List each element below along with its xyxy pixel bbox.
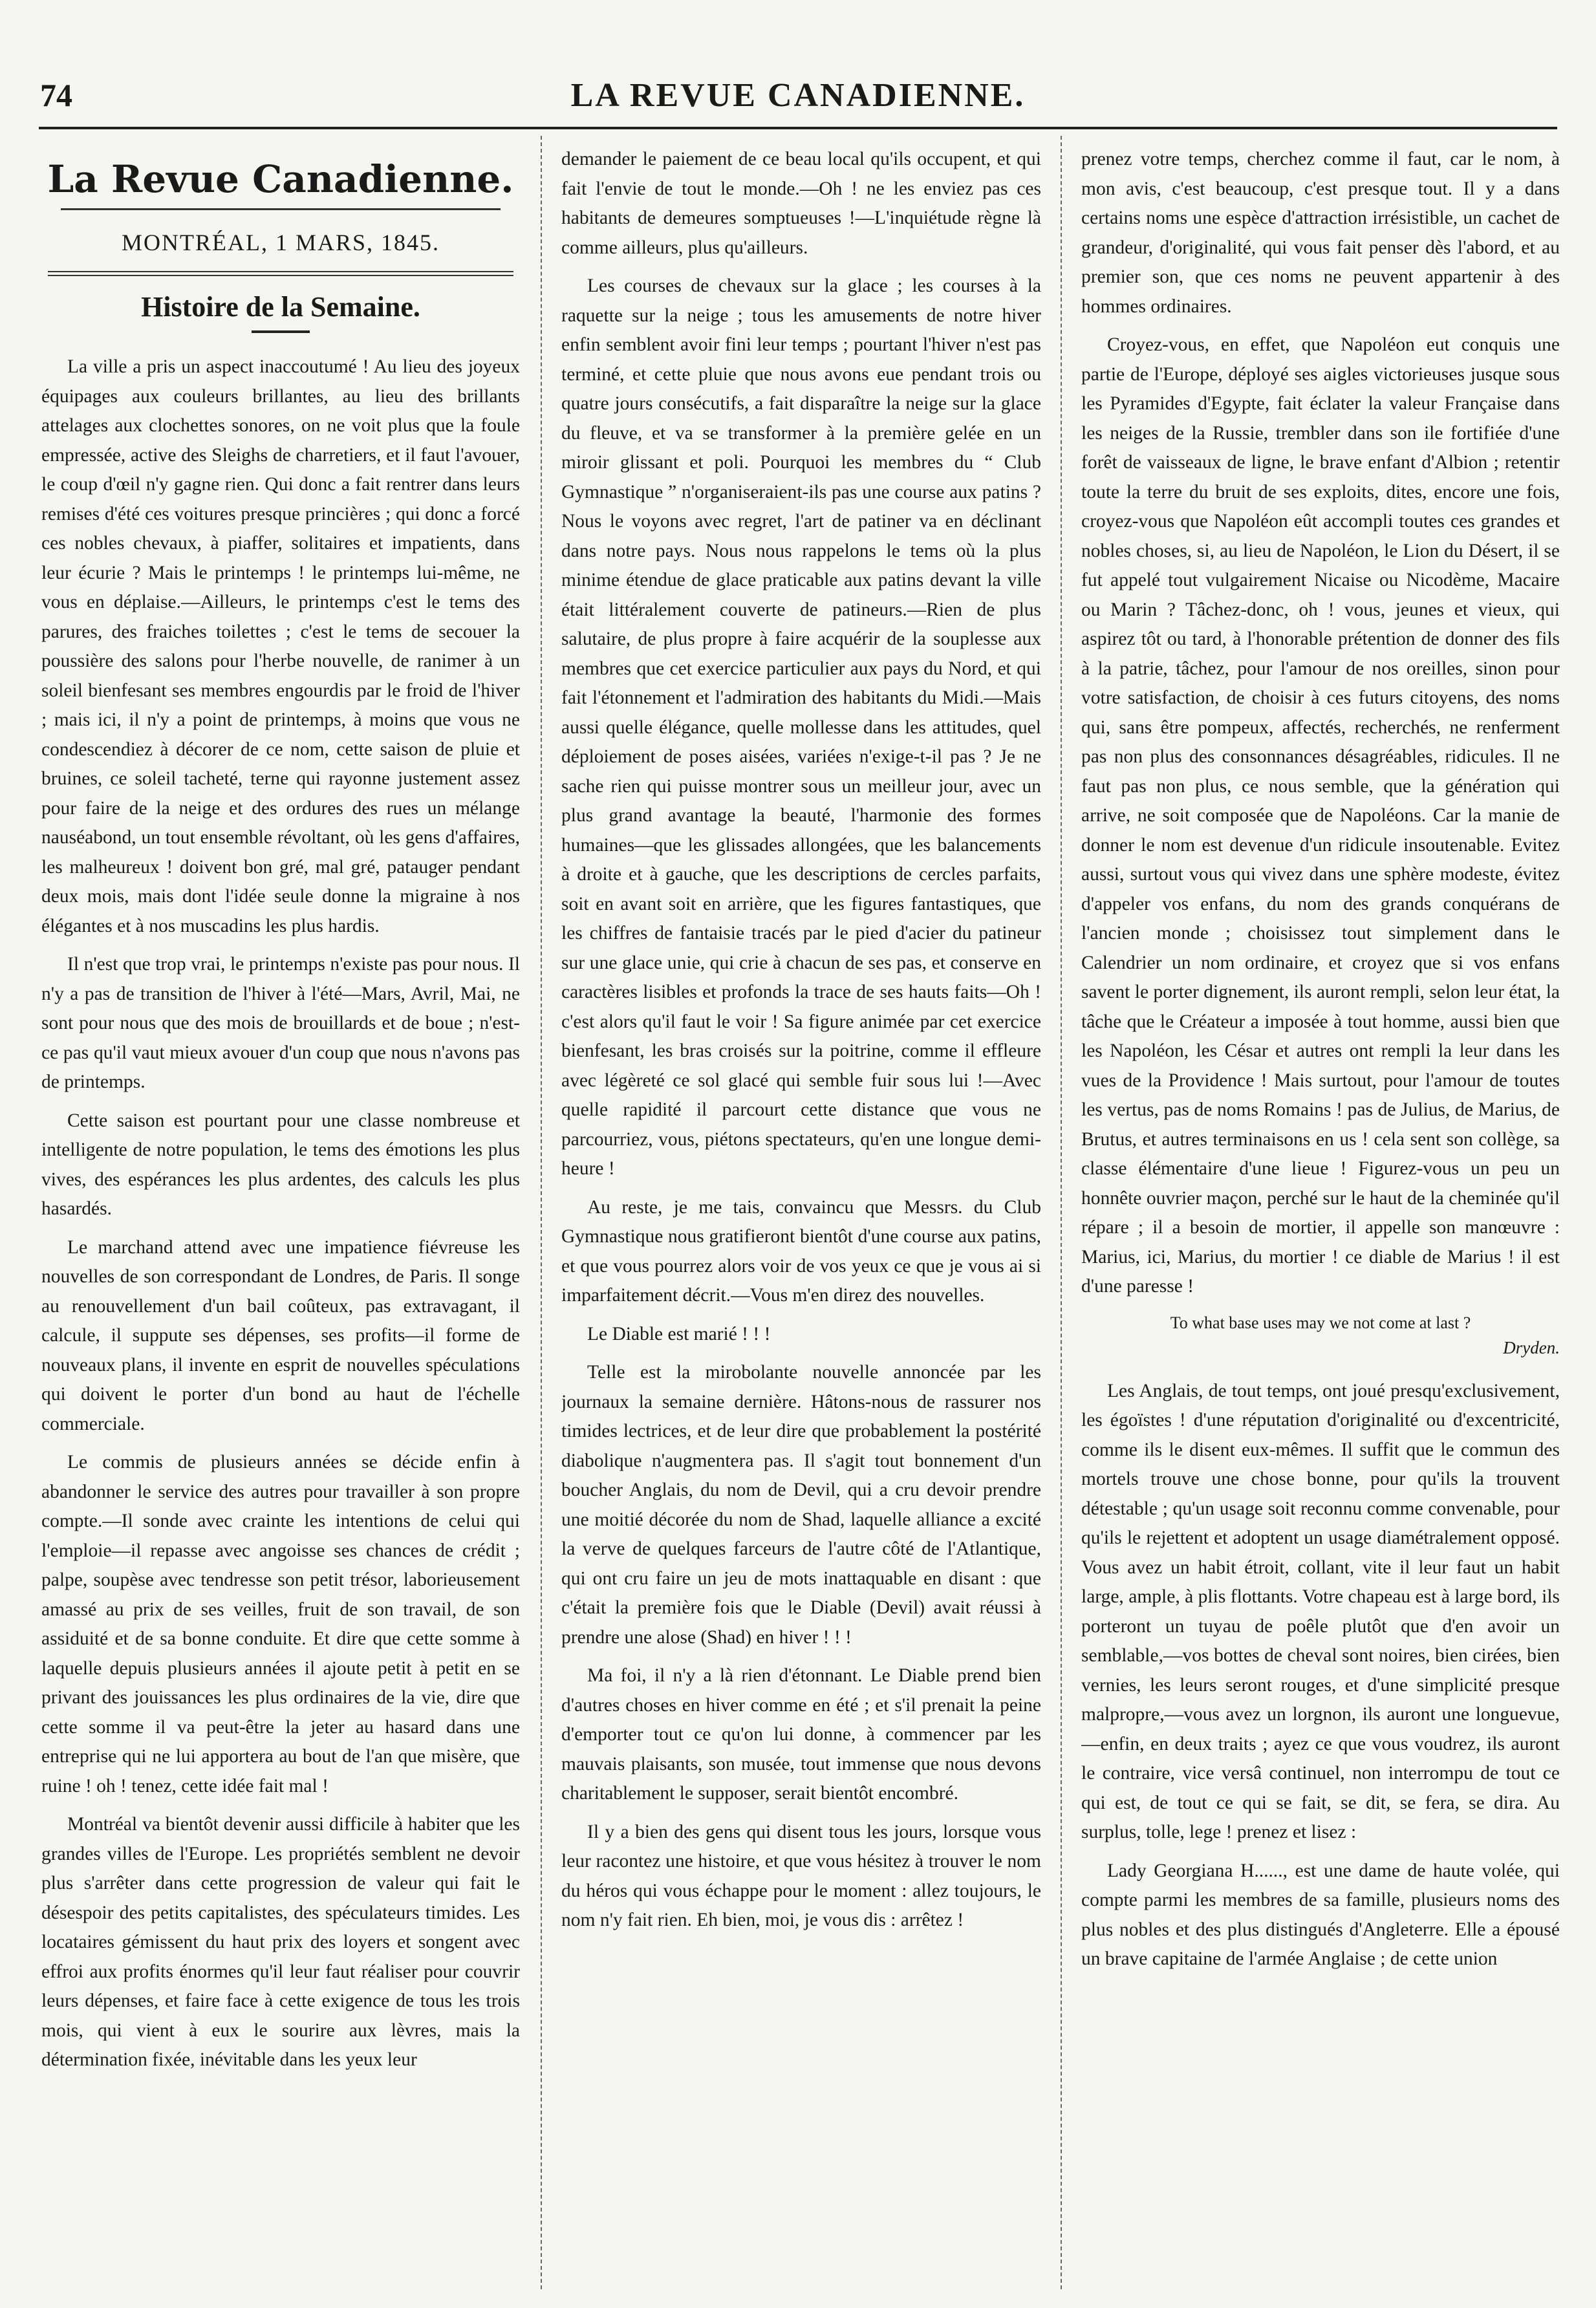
paragraph: demander le paiement de ce beau local qu'ils occupent, et qui fait l'envie de tout le monde.—Oh ! ne les enviez pas ces habitants de demeures somptueuses !—L'inquiétude règne là comme ailleurs, plus qu'ailleurs. (561, 149, 1041, 258)
paragraph: Lady Georgiana H......, est une dame de haute volée, qui compte parmi les membres de sa famille, plusieurs noms des plus nobles et des plus distingués d'Angleterre. Elle a épousé un brave capitaine de l'armée Anglaise ; de cette union (1081, 1860, 1560, 1969)
paragraph: Cette saison est pourtant pour une classe nombreuse et intelligente de notre population, le tems des émotions les plus vives, des espérances les plus ardentes, des calculs les plus hasardés. (41, 1110, 520, 1219)
paragraph: Croyez-vous, en effet, que Napoléon eut conquis une partie de l'Europe, déployé ses aigles victorieuses jusque sous les Pyramides d'Egypte, fait éclater la valeur Française dans les neiges de la Russie, trembler dans son ile fortifiée d'une forêt de vaisseaux de ligne, le brave enfant d'Albion ; retentir toute la terre du bruit de ses exploits, dites, encore une fois, croyez-vous que Napoléon eût accompli toutes ces grandes et nobles choses, si, au lieu de Napoléon, le Lion du Désert, il se fut appelé tout vulgairement Nicaise ou Nicodème, Macaire ou Marin ? Tâchez-donc, oh ! vous, jeunes et vieux, qui aspirez tôt ou tard, à l'honorable prétention de donner des fils à la patrie, tâchez, pour l'amour de nos oreilles, sinon pour votre satisfaction, de choisir à ces futurs citoyens, des noms qui, sans être pompeux, affectés, recherchés, ne renferment pas non plus des consonnances désagréables, ridicules. Il ne faut pas non plus, ce nous semble, que la génération qui arrive, ne soit composée que de Napoléons. Car la manie de donner le nom est devenue d'un ridicule insoutenable. Evitez aussi, surtout vous qui vivez dans une sphère modeste, évitez d'appeler vos enfans, du nom des grands conquérans de l'ancien monde ; choisissez tout simplement dans le Calendrier un nom ordinaire, et croyez que si vos enfans savent le porter dignement, ils auront rempli, selon leur état, la tâche que le Créateur a imposée à tout homme, aussi bien que les Napoléon, les César et autres ont rempli la leur dans les vues de la Providence ! Mais surtout, pour l'amour de toutes les vertus, pas de noms Romains ! pas de Julius, de Marius, de Brutus, et autres terminaisons en us ! cela sent son collège, sa classe élémentaire d'une lieue ! Figurez-vous un peu un honnête ouvrier maçon, perché sur le haut de la cheminée qu'il répare ; il a besoin de mortier, il appelle son manœuvre : Marius, ici, Marius, du mortier ! ce diable de Marius ! il est d'une paresse ! (1081, 334, 1560, 1297)
section-title: Histoire de la Semaine. (141, 291, 420, 323)
epigraph-quote: To what base uses may we not come at last ? (1170, 1313, 1471, 1332)
paragraph: Le commis de plusieurs années se décide enfin à abandonner le service des autres pour travailler à son propre compte.—Il sonde avec crainte les intentions de celui qui l'emploie—il repasse avec angoisse ses chances de crédit ; palpe, soupèse avec tendresse son petit trésor, laborieusement amassé au prix de ses veilles, fruit de son travail, de son assiduité et de sa bonne conduite. Et dire que cette somme à laquelle depuis plusieurs années il ajoute petit à petit en se privant des jouissances les plus ordinaires de la vie, dire que cette somme il va peut-être la jeter au hasard dans une entreprise qui ne lui apportera au bout de l'an que misère, que ruine ! oh ! tenez, cette idée fait mal ! (41, 1452, 520, 1796)
paragraph: Les Anglais, de tout temps, ont joué presqu'exclusivement, les égoïstes ! d'une réputation d'originalité ou d'excentricité, comme ils le disent eux-mêmes. Il suffit que le commun des mortels trouve une chose bonne, pour qu'ils la trouvent détestable ; qu'un usage soit reconnu comme convenable, pour qu'ils le rejettent et adoptent un usage diamétralement opposé. Vous avez un habit étroit, collant, vite il leur faut un habit large, ample, à plis flottants. Votre chapeau est à large bord, ils porteront un tuyau de poêle plutôt que d'en avoir un semblable,—vos bottes de cheval sont noires, bien cirées, bien vernies, les leurs seront rouges, et d'une simplicité presque malpropre,—vous avez un lorgnon, ils auront une longuevue,—enfin, en deux traits ; ayez ce que vous voudrez, ils auront le contraire, vice versâ continuel, non interrompu de tout ce qui est, de tout ce qui se fait, se dit, se fera, se dira. Au surplus, tolle, lege ! prenez et lisez : (1081, 1380, 1560, 1842)
column-3 (1081, 145, 1560, 2285)
column-2 (561, 145, 1041, 2285)
masthead-title: La Revue Canadienne. (47, 157, 514, 201)
paragraph: Au reste, je me tais, convaincu que Messrs. du Club Gymnastique nous gratifieront bientôt d'une course aux patins, et que vous pourrez alors voir de vos yeux ce que je vous ai si imparfaitement décrit.—Vous m'en direz des nouvelles. (561, 1196, 1041, 1306)
dateline-rule (48, 271, 513, 276)
column-rule-1 (541, 136, 542, 2289)
paragraph: Les courses de chevaux sur la glace ; les courses à la raquette sur la neige ; tous les amusements de notre hiver enfin semblent avoir fini leur temps ; pourtant l'hiver n'est pas terminé, et cette pluie que nous avons eue pendant trois ou quatre jours consécutifs, a fait disparaître la neige sur la glace du fleuve, et va se transformer à la première gelée en un miroir glissant et poli. Pourquoi les membres du “ Club Gymnastique ” n'organiseraient-ils pas une course aux patins ? Nous le voyons avec regret, l'art de patiner va en déclinant dans notre pays. Nous nous rappelons le tems où la plus minime étendue de glace praticable aux patins devant la ville était littéralement couverte de patineurs.—Rien de plus salutaire, de plus propre à faire acquérir de la souplesse aux membres que cet exercice particulier aux pays du Nord, et qui fait l'étonnement et l'admiration des habitants du Midi.—Mais aussi quelle élégance, quelle mollesse dans les attitudes, quel déploiement de poses aisées, variées n'exige-t-il pas ? Je ne sache rien qui puisse montrer sous un meilleur jour, avec un plus grand avantage la beauté, l'harmonie des formes humaines—que les glissades allongées, que les balancements à droite et à gauche, que les descriptions de cercles parfaits, soit en avant soit en arrière, que les figures fantastiques, que les chiffres de fantaisie tracés par le pied d'acier du patineur sur une glace unie, qui crie à chacun de ses pas, et conserve en caractères lisibles et profonds la trace de ses hauts faits—Oh ! c'est alors qu'il faut le voir ! Sa figure animée par cet exercice bienfesant, les bras croisés sur la poitrine, comme il effleure avec légèreté ce sol glacé qui semble fuir sous lui !—Avec quelle rapidité il parcourt cette distance que vous ne parcourriez, vous, piétons spectateurs, qu'en une longue demi-heure ! (561, 275, 1041, 1179)
paragraph: Il y a bien des gens qui disent tous les jours, lorsque vous leur racontez une histoire, et que vous hésitez à trouver le nom du héros qui vous échappe pour le moment : allez toujours, le nom n'y fait rien. Eh bien, moi, je vous dis : arrêtez ! (561, 1821, 1041, 1930)
column-1 (41, 145, 520, 2285)
page-number: 74 (40, 77, 72, 113)
masthead-rule (61, 208, 501, 210)
paragraph: Le marchand attend avec une impatience fiévreuse les nouvelles de son correspondant de Londres, de Paris. Il songe au renouvellement d'un bail coûteux, pas extravagant, il calcule, il suppute ses dépenses, ses profits—il forme de nouveaux plans, il invente en esprit de nouvelles spéculations qui doivent le porter d'un bond au haut de l'échelle commerciale. (41, 1236, 520, 1434)
epigraph-attribution: Dryden. (1503, 1337, 1560, 1357)
paragraph: Montréal va bientôt devenir aussi difficile à habiter que les grandes villes de l'Europe. Les propriétés semblent ne devoir plus s'arrêter dans cette progression de valeur qui fait le désespoir des petits capitalistes, des spéculateurs timides. Les locataires gémissent du haut prix des loyers et songent avec effroi aux profits énormes qu'il leur faut réaliser pour couvrir leurs dépenses, et faire face à cette exigence de tous les trois mois, qui vient à eux le sourire aux lèvres, mais la détermination fixée, inévitable dans les yeux leur (41, 1814, 520, 2070)
column-rule-2 (1061, 136, 1062, 2289)
paragraph: Il n'est que trop vrai, le printemps n'existe pas pour nous. Il n'y a pas de transition de l'hiver à l'été—Mars, Avril, Mai, ne sont pour nous que des mois de brouillards et de boue ; n'est-ce pas qu'il vaut mieux avouer d'un coup que nous n'avons pas de printemps. (41, 954, 520, 1092)
paragraph: Le Diable est marié ! ! ! (587, 1323, 771, 1344)
paragraph: La ville a pris un aspect inaccoutumé ! Au lieu des joyeux équipages aux couleurs brillantes, au lieu des brillants attelages aux clochettes sonores, on ne voit plus que la foule empressée, active des Sleighs de charretiers, et il faut l'avouer, le coup d'œil n'y gagne rien. Qui donc a fait rentrer dans leurs remises d'été ces voitures presque princières ; qui donc a forcé ces nobles chevaux, à piaffer, solitaires et impatients, dans leur écurie ? Mais le printemps ! le printemps lui-même, ne vous en déplaise.—Ailleurs, le printemps c'est le tems des parures, des fraiches toilettes ; c'est le tems de secouer la poussière des salons pour l'herbe nouvelle, de ranimer à un soleil bienfesant ses membres engourdis par le froid de l'hiver ; mais ici, il n'y a point de printemps, à moins que vous ne condescendiez à décorer de ce nom, cette saison de pluie et bruines, ce soleil tacheté, terne qui rayonne justement assez pour faire de la neige et des ordures des rues un mélange nauséabond, un tout ensemble révoltant, où les gens d'affaires, les malheureux ! doivent bon gré, mal gré, patauger pendant deux mois, mais dont l'idée seule donne la migraine à nos élégantes et à nos muscadins les plus hardis. (41, 356, 520, 936)
section-rule (252, 330, 310, 333)
paragraph: prenez votre temps, cherchez comme il faut, car le nom, à mon avis, c'est beaucoup, c'est presque tout. Il y a dans certains noms une espèce d'attraction irrésistible, un cachet de grandeur, d'originalité, qui vous fait penser dès l'abord, et au premier son, que ces noms ne peuvent appartenir à des hommes ordinaires. (1081, 149, 1560, 317)
running-title: LA REVUE CANADIENNE. (570, 77, 1026, 114)
dateline: MONTRÉAL, 1 MARS, 1845. (121, 230, 440, 255)
paragraph: Ma foi, il n'y a là rien d'étonnant. Le Diable prend bien d'autres choses en hiver comme en été ; et s'il prenait la peine d'emporter tout ce qu'on lui donne, à commencer par les mauvais plaisants, son musée, tout immense que nous devons charitablement le supposer, serait bientôt encombré. (561, 1665, 1041, 1804)
top-rule (39, 127, 1557, 129)
paragraph: Telle est la mirobolante nouvelle annoncée par les journaux la semaine dernière. Hâtons-nous de rassurer nos timides lectrices, et de leur dire que probablement la postérité diabolique n'augmentera pas. Il s'agit tout bonnement d'un boucher Anglais, du nom de Devil, qui a cru devoir prendre une moitié décorée du nom de Shad, laquelle alliance a excité la verve de quelques farceurs de l'autre côté de l'Atlantique, qui ont cru faire un jeu de mots inattaquable en disant : que c'était la première fois que le Diable (Devil) avait réussi à prendre une alose (Shad) en hiver ! ! ! (561, 1362, 1041, 1648)
